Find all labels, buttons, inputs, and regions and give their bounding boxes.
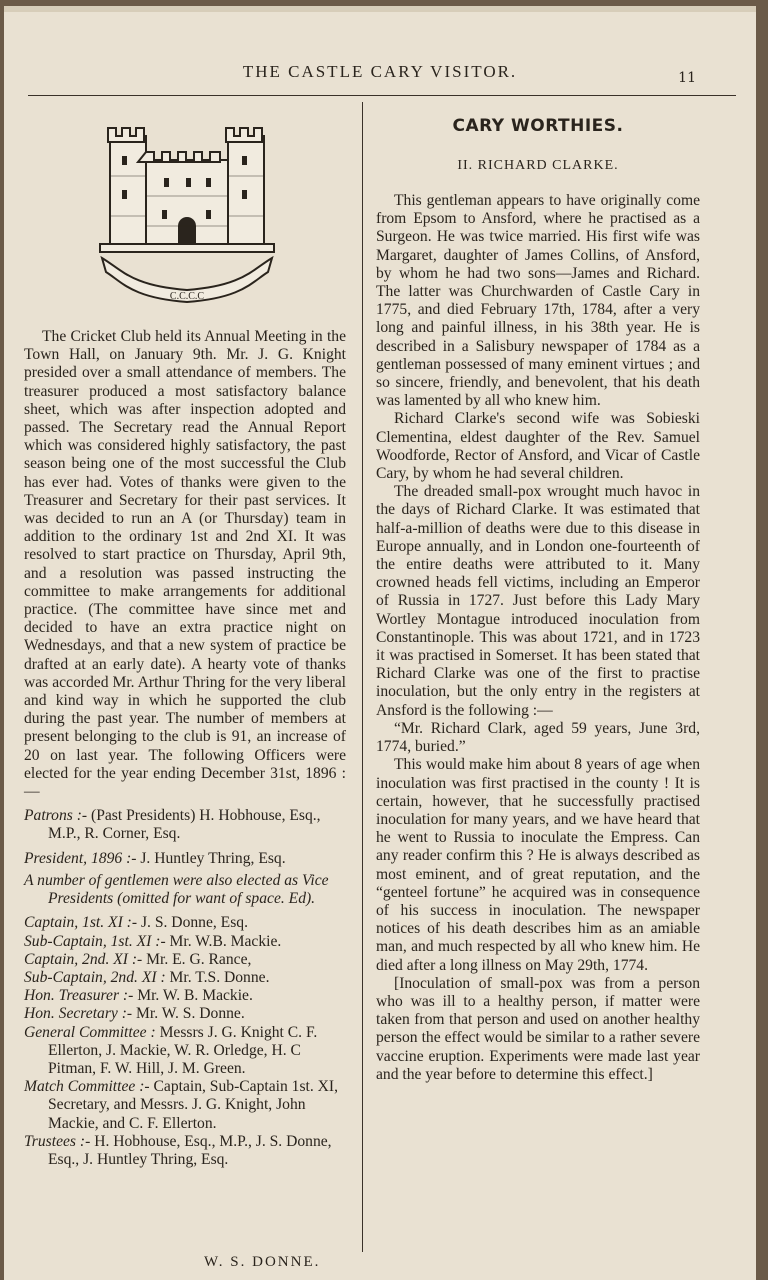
officers-list — [24, 807, 346, 1169]
report-paragraph: The Cricket Club held its Annual Meeting in the Town Hall, on January 9th. Mr. J. G. Knight presided over a small attendance of members. The treasurer produced a most satisfactory balance sheet, which was after inspection adopted and passed. The Secretary read the Annual Report which was considered highly satisfactory, the past season being one of the most successful the Club has ever had. Votes of thanks were given to the Treasurer and Secretary for their past services. It was decided to run an A (or Thursday) team in addition to the ordinary 1st and 2nd XI. It was resolved to start practice on Thursday, April 9th, and a resolution was passed instructing the committee to make arrangements for additional practice. (The committee have since met and decided to have an extra practice night on Wednesdays, and that a new system of practice be drafted at an early date). A hearty vote of thanks was accorded Mr. Arthur Thring for the very liberal and kind way in which he supported the club during the past year. The number of members at present belonging to the club is 91, an increase of 20 on last year. The following Officers were elected for the year ending December 31st, 1896 :— — [24, 328, 346, 801]
officer-entry: General Committee : Messrs J. G. Knight C. F. Ellerton, J. Mackie, W. R. Orledge, H. C Pitman, F. W. Hill, J. M. Green. — [24, 1023, 318, 1077]
officer-entry: Trustees :- H. Hobhouse, Esq., M.P., J. S. Donne, Esq., J. Huntley Thring, Esq. — [24, 1132, 332, 1168]
article-subheading: II. RICHARD CLARKE. — [457, 158, 619, 173]
running-title: THE CASTLE CARY VISITOR. — [242, 62, 518, 81]
crest-banner-text: C.C.C.C — [169, 291, 205, 302]
column-divider — [362, 102, 363, 1252]
cary-worthies-article — [376, 192, 700, 1084]
article-paragraph: Richard Clarke's second wife was Sobieski Clementina, eldest daughter of the Rev. Samuel Woodforde, Rector of Ansford, and Vicar of Castle Cary, by whom he had several children. — [376, 410, 700, 483]
page-number: 11 — [678, 70, 696, 86]
officer-entry: Hon. Treasurer :- Mr. W. B. Mackie. — [24, 987, 253, 1005]
top-edge — [4, 6, 756, 12]
header-rule — [28, 95, 736, 96]
officer-entry: Captain, 2nd. XI :- Mr. E. G. Rance, — [24, 950, 252, 968]
vice-presidents-note: A number of gentlemen were also elected as Vice Presidents (omitted for want of space. Ed). — [24, 871, 329, 908]
castle-crest-icon — [92, 120, 282, 310]
article-paragraph: This gentleman appears to have originally come from Epsom to Ansford, where he practised as a Surgeon. He was twice married. His first wife was Margaret, daughter of James Collins, of Ansford, by whom he had two sons—James and Richard. The latter was Churchwarden of Castle Cary in 1775, and died February 17th, 1784, after a very long and painful illness, in his 38th year. He is described in a Salisbury newspaper of 1784 as a gentleman possessed of many eminent virtues ; and so sincere, friendly, and benevolent, that his death was lamented by all who knew him. — [376, 192, 700, 410]
article-paragraph: This would make him about 8 years of age when inoculation was first practised in the county ! It is certain, however, that he successfully practised inoculation for many years, and we have heard that he went to Russia to inoculate the Empress. Can any reader confirm this ? He is always described as most eminent, and of great reputation, and the “genteel fortune” he acquired was in consequence of his success in inoculation. The newspaper notices of his death describes him as an amiable man, and much respected by all who knew him. He died after a long illness on May 29th, 1774. — [376, 756, 700, 974]
officer-entry: President, 1896 :- J. Huntley Thring, Esq. — [24, 849, 286, 867]
article-heading: CARY WORTHIES. — [452, 116, 624, 136]
officer-entry: Match Committee :- Captain, Sub-Captain 1st. XI, Secretary, and Messrs. J. G. Knight, John Mackie, and C. F. Ellerton. — [24, 1078, 339, 1132]
article-paragraph: The dreaded small-pox wrought much havoc in the days of Richard Clarke. It was estimated that half-a-million of deaths were due to this disease in Europe annually, and in London one-fourteenth of the entire deaths were attributed to it. Many crowned heads fell victims, including an Emperor of Russia in 1727. Just before this Lady Mary Wortley Montague introduced inoculation from Constantinople. This was about 1721, and in 1723 it was practised in Somerset. It has been stated that Richard Clarke was one of the first to practise inoculation, but the only entry in the registers at Ansford is the following :— — [376, 483, 700, 719]
cricket-club-report — [24, 328, 346, 1169]
editor-note: [Inoculation of small-pox was from a person who was ill to a healthy person, if matter were taken from that person and used on another healthy person the effect would be similar to a rather severe vaccine eruption. Experiments were made last year and the year before to determine this effect.] — [376, 974, 700, 1083]
officer-entry: Sub-Captain, 1st. XI :- Mr. W.B. Mackie. — [24, 932, 282, 950]
officer-entry: Hon. Secretary :- Mr. W. S. Donne. — [24, 1005, 245, 1023]
officer-entry: Captain, 1st. XI :- J. S. Donne, Esq. — [24, 914, 248, 932]
page — [4, 6, 756, 1280]
article-quote: “Mr. Richard Clark, aged 59 years, June 3rd, 1774, buried.” — [376, 719, 700, 756]
officer-entry: Sub-Captain, 2nd. XI : Mr. T.S. Donne. — [24, 968, 270, 986]
officer-entry: Patrons :- (Past Presidents) H. Hobhouse, Esq., M.P., R. Corner, Esq. — [24, 807, 321, 843]
signature: W. S. DONNE. — [204, 1254, 321, 1270]
